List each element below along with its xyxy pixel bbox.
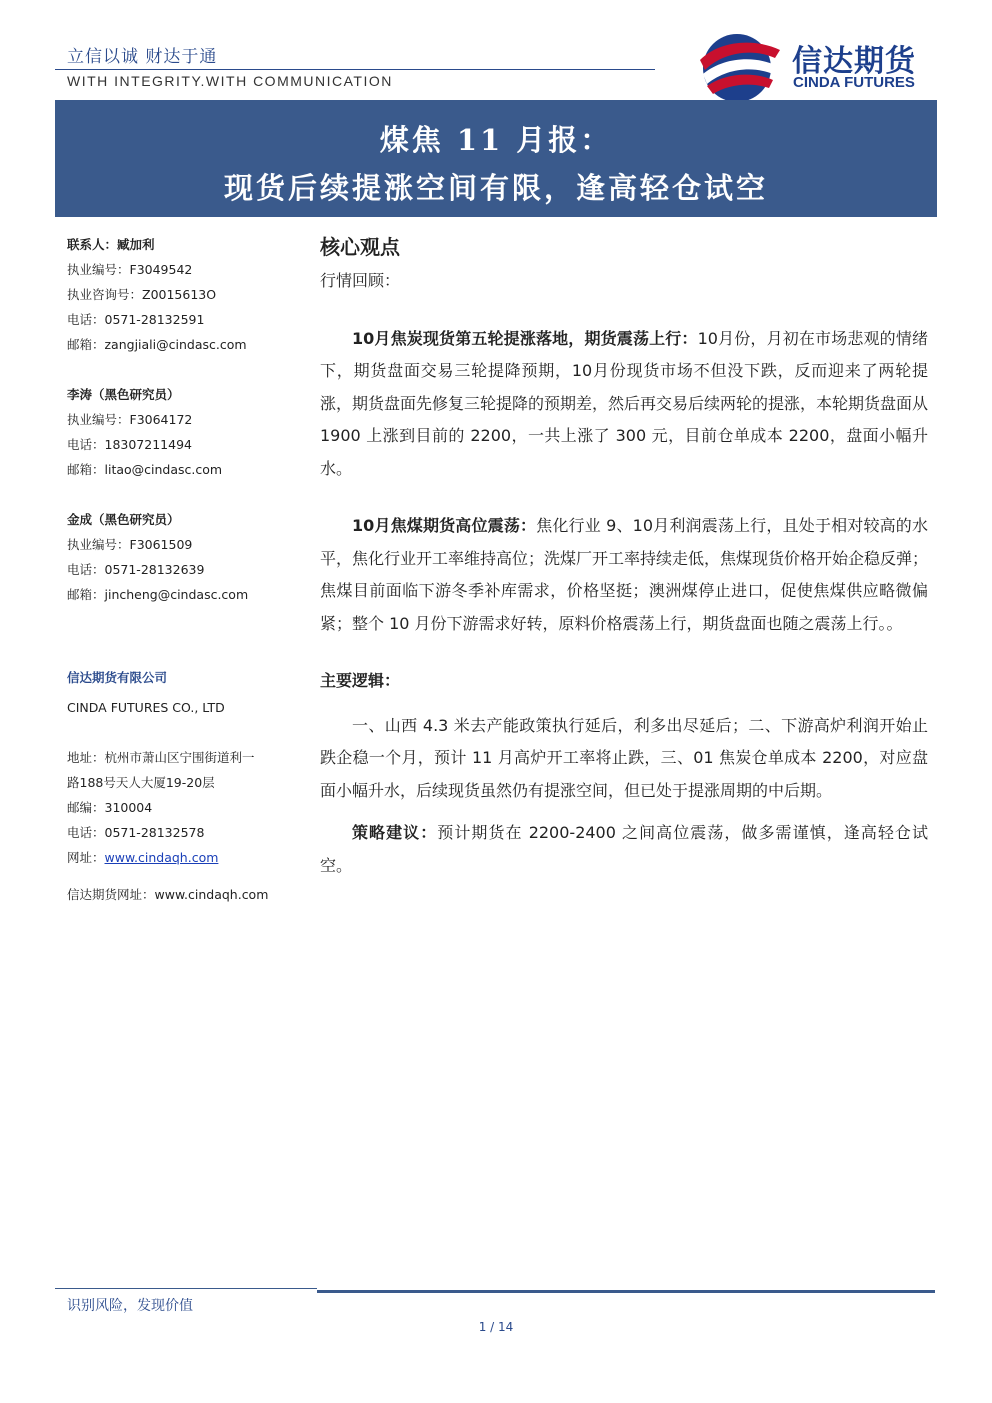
contact1-consult: 执业咨询号：Z0015613O [67,287,217,302]
website-row [67,845,297,870]
company-name-en: CINDA FUTURES CO., LTD [67,700,225,715]
paragraph-coke [320,323,928,486]
title-band [55,100,937,217]
header-rule [55,69,655,70]
section-title: 核心观点 [320,235,400,259]
contact3-license: 执业编号：F3061509 [67,537,193,552]
footer-rule-left [55,1288,317,1289]
review-label: 行情回顾： [320,271,401,290]
report-title-line2: 现货后续提涨空间有限，逢高轻仓试空 [223,171,768,205]
paragraph-strategy [320,817,928,882]
site-line: 信达期货网址：www.cindaqh.com [67,887,269,902]
contact2-name: 李涛（黑色研究员） [67,387,180,402]
logic-label: 主要逻辑： [320,671,401,690]
paragraph-coking-coal-heading: 10月焦煤期货高位震荡： [352,516,537,535]
main-content [320,232,928,882]
contact1-license: 执业编号：F3049542 [67,262,193,277]
contact1-phone: 电话：0571-28132591 [67,312,205,327]
postcode: 邮编：310004 [67,800,153,815]
contact1-name: 联系人：臧加利 [67,237,155,252]
paragraph-coke-heading: 10月焦炭现货第五轮提涨落地，期货震荡上行： [352,328,698,348]
report-title-line1: 煤焦 11 月报： [379,123,613,157]
paragraph-coke-text: 10月份，月初在市场悲观的情绪下，期货盘面交易三轮提降预期，10月份现货市场不但没下跌，反而迎来了两轮提涨，期货盘面先修复三轮提降的预期差，然后再交易后续两轮的提涨，本轮期货盘面从 1900 上涨到目前的 2200，一共上涨了 300 元，目前仓单成本 2200，盘面小幅升水。 [320,328,929,478]
contact2-email: 邮箱：litao@cindasc.com [67,462,223,477]
company-name-cn: 信达期货有限公司 [67,670,168,685]
address-line1: 地址：杭州市萧山区宁围街道利一 [67,750,255,765]
address-line2: 路188号天人大厦19-20层 [67,775,215,790]
logo-text-cn: 信达期货 [792,44,916,79]
header-slogan: 立信以诚 财达于通 [67,47,218,67]
contact3-name: 金成（黑色研究员） [67,512,180,527]
company-phone: 电话：0571-28132578 [67,825,205,840]
footer-rule [317,1290,935,1293]
page-number: 1 / 14 [478,1320,514,1334]
contact2-license: 执业编号：F3064172 [67,412,193,427]
contact3-email: 邮箱：jincheng@cindasc.com [67,587,249,602]
logo-text-en: CINDA FUTURES [793,74,915,91]
website-link[interactable]: www.cindaqh.com [104,850,219,865]
header-slogan-en: WITH INTEGRITY.WITH COMMUNICATION [67,73,393,89]
footer-slogan: 识别风险，发现价值 [67,1298,193,1314]
paragraph-logic: 一、山西 4.3 米去产能政策执行延后，利多出尽延后；二、下游高炉利润开始止跌企稳一个月，预计 11 月高炉开工率将止跌，三、01 焦炭仓单成本 2200，对应盘面小幅升水，后续现货虽然仍有提涨空间，但已处于提涨周期的中后期。 [320,715,928,800]
contact2-phone: 电话：18307211494 [67,437,192,452]
paragraph-strategy-heading: 策略建议： [352,823,438,842]
paragraph-coking-coal-text: 焦化行业 9、10月利润震荡上行，且处于相对较高的水平，焦化行业开工率维持高位；洗煤厂开工率持续走低，焦煤现货价格开始企稳反弹；焦煤目前面临下游冬季补库需求，价格坚挺；澳洲煤停止进口，促使焦煤供应略微偏紧；整个 10 月份下游需求好转，原料价格震荡上行，期货盘面也随之震荡上行。。 [320,516,929,633]
paragraph-strategy-text: 预计期货在 2200-2400 之间高位震荡，做多需谨慎，逢高轻仓试空。 [320,823,928,875]
paragraph-coking-coal [320,510,928,640]
website-label: 网址： [67,850,105,865]
sidebar [67,232,297,907]
contact3-phone: 电话：0571-28132639 [67,562,205,577]
contact1-email: 邮箱：zangjiali@cindasc.com [67,337,247,352]
